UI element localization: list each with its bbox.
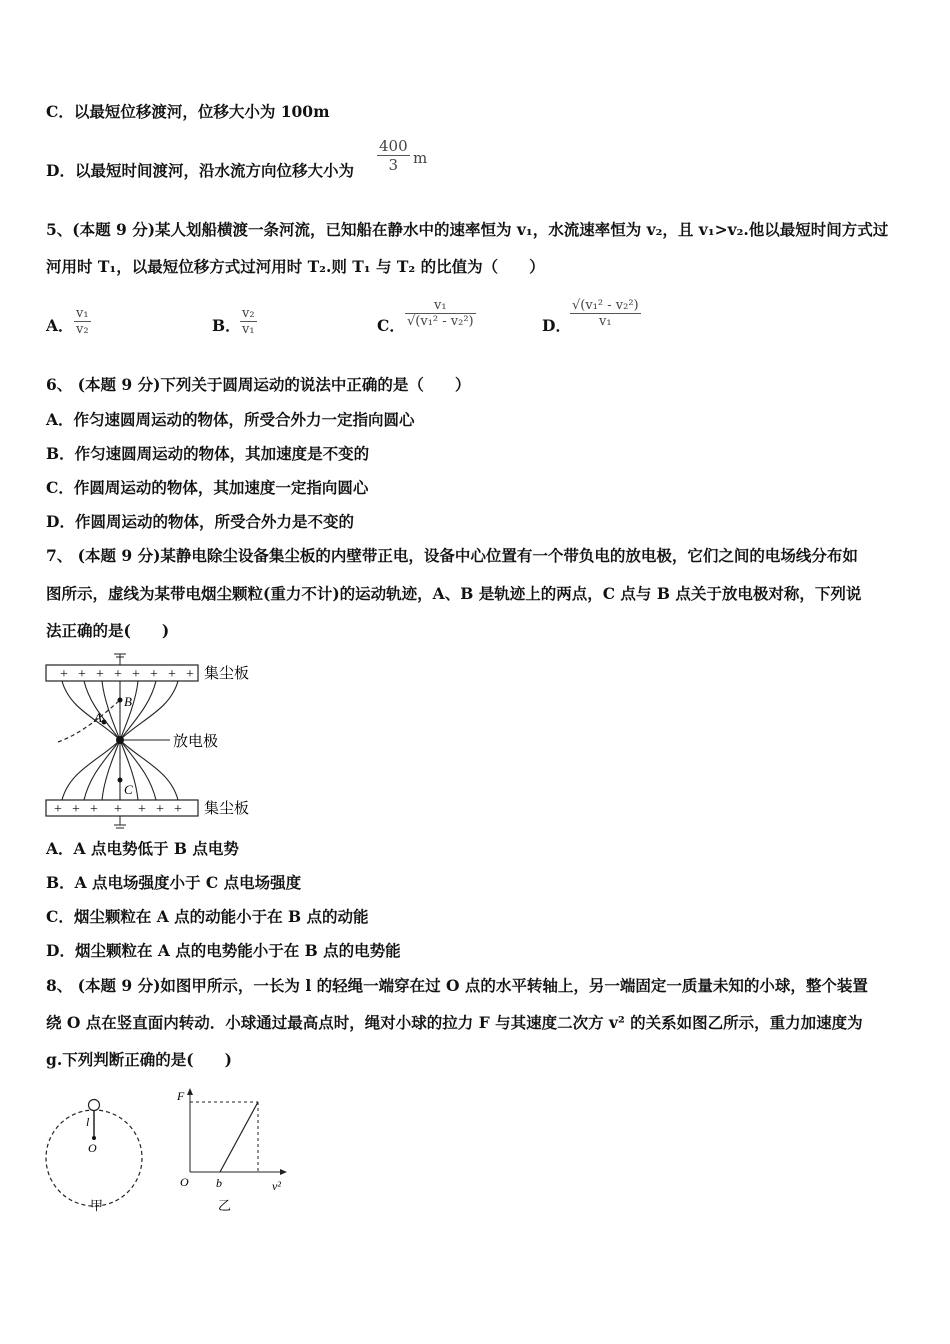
point-a-dot [102,720,107,725]
q7-option-a: A．A 点电势低于 B 点电势 [46,839,239,858]
q5-option-a-label: A． [46,316,74,335]
plus-sign: + [150,667,158,682]
q5-stem-line1: 5、(本题 9 分)某人划船横渡一条河流，已知船在静水中的速率恒为 v₁，水流速率恒为 v₂，且 v₁>v₂.他以最短时间方式过 [46,220,889,239]
point-a-label: A [94,710,102,725]
q7-option-b: B．A 点电场强度小于 C 点电场强度 [46,873,302,892]
q8-stem-line1: 8、 (本题 9 分)如图甲所示，一长为 l 的轻绳一端穿在过 O 点的水平转轴上，另一端固定一质量未知的小球，整个装置 [46,976,868,995]
fraction-numerator: v₂ [242,306,255,321]
x-axis-arrow [280,1169,287,1175]
q8-figures [40,1080,300,1220]
f-v2-line [220,1102,258,1172]
particle-trajectory [58,700,120,742]
q4-option-d-unit: m [413,149,428,167]
point-b-dot [118,698,123,703]
q6-option-b: B．作匀速圆周运动的物体，其加速度是不变的 [46,444,370,463]
point-c-dot [118,778,123,783]
pivot-point [92,1136,96,1140]
fraction-denominator: √(v₁² - v₂²) [407,314,474,329]
fraction-numerator: 400 [379,137,408,155]
q7-stem-line3: 法正确的是( ) [46,621,170,640]
fraction-numerator: √(v₁² - v₂²) [572,298,639,313]
q5-option-a-fraction [74,306,91,337]
plus-sign: + [60,667,68,682]
q4-option-d: D．以最短时间渡河，沿水流方向位移大小为 [46,161,354,180]
y-axis-arrow [187,1088,193,1095]
fraction-denominator: v₂ [76,322,89,337]
plus-sign: + [132,667,140,682]
q5-option-d-label: D． [542,316,571,335]
fraction-numerator: v₁ [76,306,89,321]
plus-sign: + [72,802,80,817]
q7-option-d: D．烟尘颗粒在 A 点的电势能小于在 B 点的电势能 [46,941,401,960]
q4-option-d-fraction [377,137,410,174]
point-c-label: C [124,782,133,797]
y-axis-label: F [177,1089,185,1103]
fraction-denominator: v₁ [599,314,612,329]
fraction-denominator: 3 [388,156,399,174]
q5-option-c-fraction [405,298,476,329]
q7-stem-line1: 7、 (本题 9 分)某静电除尘设备集尘板的内壁带正电，设备中心位置有一个带负电的放电极，它们之间的电场线分布如 [46,546,858,565]
origin-label: O [180,1175,189,1189]
ground-symbol-bottom [114,816,126,828]
plus-sign: + [138,802,146,817]
q5-option-b-label: B． [212,316,241,335]
point-b-label: B [124,694,132,709]
fraction-numerator: v₁ [405,298,476,314]
q6-option-d: D．作圆周运动的物体，所受合外力是不变的 [46,512,354,531]
plus-sign: + [168,667,176,682]
figure-jia-caption: 甲 [90,1198,104,1213]
plus-sign: + [90,802,98,817]
top-plate-label: 集尘板 [204,666,250,682]
plus-sign: + [186,667,194,682]
q8-stem-line3: g.下列判断正确的是( ) [46,1050,232,1069]
ground-symbol-top [114,654,126,665]
intercept-label: b [216,1176,222,1190]
q5-option-b-fraction [240,306,257,337]
q6-stem: 6、 (本题 9 分)下列关于圆周运动的说法中正确的是（ ） [46,375,471,394]
q5-option-c-label: C． [377,316,405,335]
q6-option-c: C．作圆周运动的物体，其加速度一定指向圆心 [46,478,369,497]
discharge-electrode [116,736,124,744]
q7-stem-line2: 图所示，虚线为某带电烟尘颗粒(重力不计)的运动轨迹，A、B 是轨迹上的两点，C 点与 B 点关于放电极对称，下列说 [46,584,862,603]
figure-yi-caption: 乙 [218,1198,232,1213]
plus-sign: + [174,802,182,817]
q7-option-c: C．烟尘颗粒在 A 点的动能小于在 B 点的动能 [46,907,369,926]
electrostatic-precipitator-figure [40,650,270,830]
q5-stem-line2: 河用时 T₁，以最短位移方式过河用时 T₂.则 T₁ 与 T₂ 的比值为（ ） [46,257,545,276]
center-label: O [88,1141,97,1155]
figure-jia [46,1100,142,1214]
ball [89,1100,100,1111]
plus-sign: + [114,667,122,682]
rope-length-label: l [86,1115,90,1129]
plus-sign: + [78,667,86,682]
fraction-denominator: v₁ [242,322,255,337]
q6-option-a: A．作匀速圆周运动的物体，所受合外力一定指向圆心 [46,410,415,429]
plus-sign: + [156,802,164,817]
q8-stem-line2: 绕 O 点在竖直面内转动．小球通过最高点时，绳对小球的拉力 F 与其速度二次方 v² 的关系如图乙所示，重力加速度为 [46,1013,863,1032]
figure-yi [176,1088,287,1213]
plus-sign: + [54,802,62,817]
q5-option-d-fraction [570,298,641,329]
q4-option-c: C．以最短位移渡河，位移大小为 100m [46,102,330,121]
plus-sign: + [114,802,122,817]
bottom-plate-label: 集尘板 [204,801,250,817]
x-axis-label: v² [272,1179,281,1193]
plus-sign: + [96,667,104,682]
electrode-label: 放电极 [173,734,219,750]
